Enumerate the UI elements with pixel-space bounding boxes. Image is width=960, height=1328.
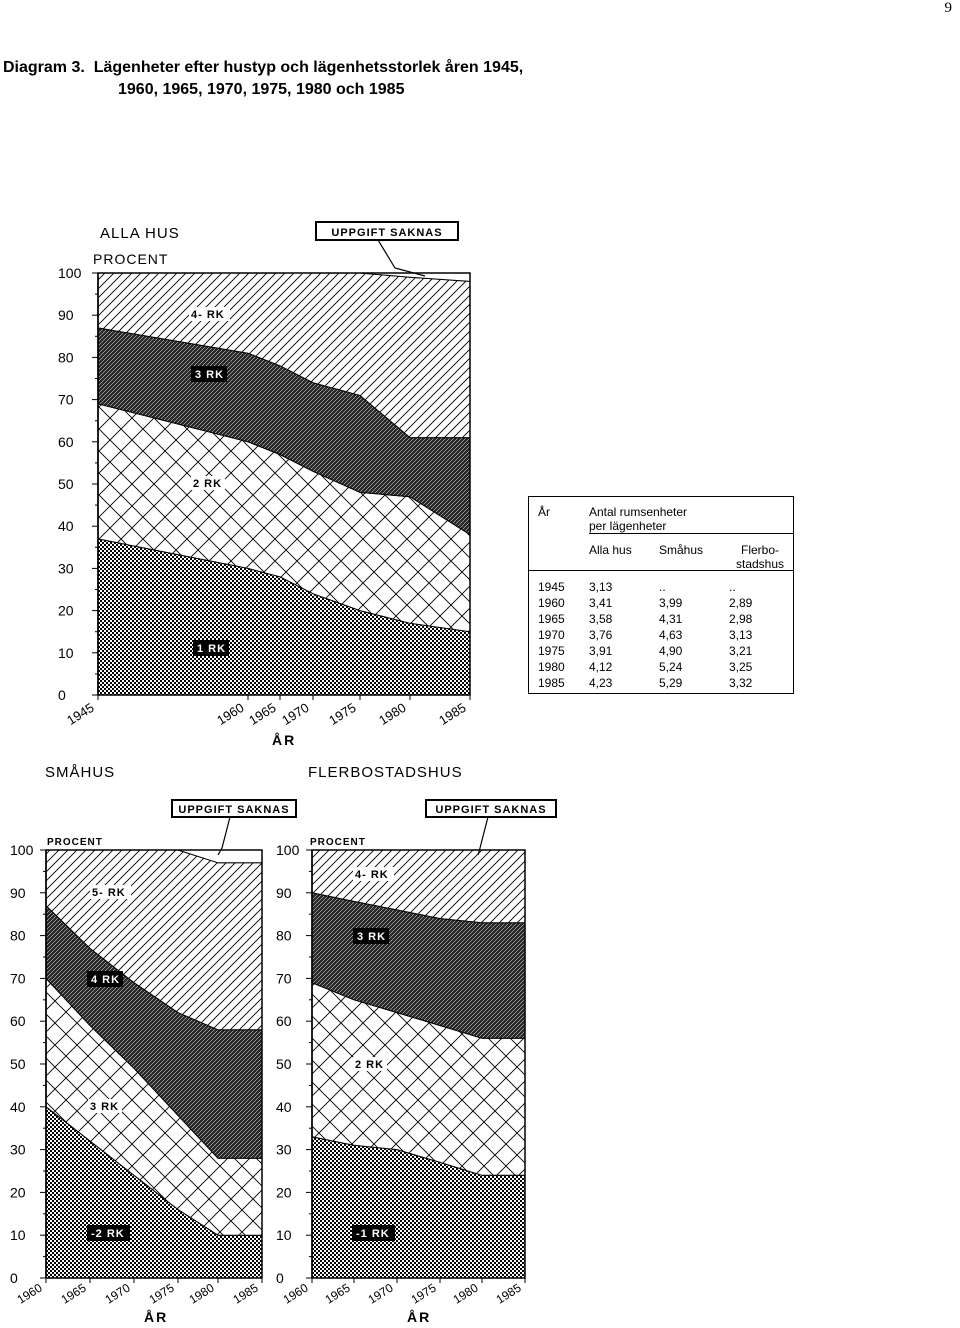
x-tick-label: 1970 — [279, 699, 312, 728]
table-cell-alla: 3,58 — [589, 612, 613, 626]
series-label: 3 RK — [90, 1101, 120, 1113]
table-row — [529, 580, 793, 596]
x-tick-label: 1985 — [230, 1280, 261, 1307]
x-tick-label: 1980 — [450, 1280, 481, 1307]
y-tick-label: 0 — [10, 1270, 18, 1286]
x-tick-label: 1975 — [326, 699, 359, 728]
y-tick-label: 80 — [276, 927, 292, 944]
table-cell-sma: .. — [659, 580, 666, 594]
table-cell-alla: 3,91 — [589, 644, 613, 658]
table-cell-sma: 4,63 — [659, 628, 683, 642]
table-cell-year: 1985 — [538, 676, 565, 690]
page-number: 9 — [944, 0, 952, 16]
table-cell-year: 1960 — [538, 596, 565, 610]
y-tick-label: 60 — [276, 1013, 292, 1030]
table-cell-sma: 4,90 — [659, 644, 683, 658]
series-label: 2 RK — [355, 1059, 385, 1071]
series-label: 4- RK — [355, 869, 389, 881]
y-tick-label: 80 — [58, 349, 74, 366]
x-tick-label: 1960 — [280, 1280, 311, 1307]
x-tick-label: 1965 — [246, 699, 279, 728]
table-cell-flerbo: 3,13 — [729, 628, 753, 642]
table-cell-sma: 4,31 — [659, 612, 683, 626]
y-tick-label: 50 — [58, 476, 74, 492]
missing-data-label: UPPGIFT SAKNAS — [435, 804, 547, 816]
x-tick-label: 1960 — [14, 1280, 45, 1307]
table-cell-sma: 5,29 — [659, 676, 683, 690]
series-label: -2 RK — [91, 1228, 125, 1240]
y-tick-label: 90 — [276, 884, 292, 901]
table-cell-alla: 4,23 — [589, 676, 613, 690]
y-tick-label: 60 — [10, 1013, 26, 1030]
table-main-header-line1: Antal rumsenheter — [589, 505, 688, 519]
series-label: 4 RK — [91, 974, 121, 986]
chart-flerbostadshus — [276, 764, 556, 1325]
table-cell-flerbo: 2,89 — [729, 596, 753, 610]
table-cell-sma: 3,99 — [659, 596, 683, 610]
y-axis-label: PROCENT — [310, 837, 366, 848]
missing-data-pointer — [378, 240, 425, 276]
y-tick-label: 20 — [58, 602, 74, 619]
table-col-flerbo-line2: stadshus — [735, 557, 785, 571]
table-cell-flerbo: 2,98 — [729, 612, 753, 626]
y-tick-label: 40 — [10, 1098, 26, 1115]
table-cell-flerbo: .. — [729, 580, 736, 594]
table-rule — [589, 533, 793, 534]
x-axis-label: ÅR — [407, 1309, 432, 1325]
chart-title: FLERBOSTADSHUS — [308, 764, 463, 781]
table-cell-year: 1980 — [538, 660, 565, 674]
table-row — [529, 596, 793, 612]
table-body — [529, 580, 793, 692]
table-cell-sma: 5,24 — [659, 660, 683, 674]
x-tick-label: 1985 — [436, 699, 469, 728]
x-tick-label: 1975 — [408, 1280, 439, 1307]
y-tick-label: 50 — [10, 1056, 26, 1072]
y-tick-label: 50 — [276, 1056, 292, 1072]
y-tick-label: 0 — [58, 687, 66, 703]
title-line1: Lägenheter efter hustyp och lägenhetsstorlek åren 1945, — [93, 59, 524, 76]
y-tick-label: 20 — [276, 1184, 292, 1201]
table-row — [529, 660, 793, 676]
y-tick-label: 20 — [10, 1184, 26, 1201]
x-tick-label: 1975 — [146, 1280, 177, 1307]
y-tick-label: 90 — [10, 884, 26, 901]
table-col-smahus: Småhus — [659, 543, 704, 557]
y-tick-label: 40 — [276, 1098, 292, 1115]
y-axis-label: PROCENT — [47, 837, 103, 848]
x-axis-label: ÅR — [272, 732, 297, 748]
missing-data-label: UPPGIFT SAKNAS — [331, 227, 443, 239]
title-label: Diagram 3. — [3, 59, 85, 76]
y-tick-label: 70 — [276, 970, 292, 987]
y-tick-label: 90 — [58, 307, 74, 324]
y-tick-label: 30 — [58, 560, 74, 577]
missing-data-label: UPPGIFT SAKNAS — [178, 804, 290, 816]
table-year-header: År — [538, 505, 550, 519]
y-tick-label: 40 — [58, 518, 74, 535]
series-label: 1 RK — [197, 643, 227, 655]
y-tick-label: 80 — [10, 927, 26, 944]
table-col-flerbostadshus — [729, 543, 791, 571]
table-cell-alla: 3,41 — [589, 596, 613, 610]
y-tick-label: 10 — [10, 1227, 26, 1244]
x-tick-label: 1965 — [322, 1280, 353, 1307]
x-tick-label: 1985 — [493, 1280, 524, 1307]
y-tick-label: 70 — [58, 391, 74, 408]
table-main-header — [589, 505, 779, 533]
series-label: 3 RK — [195, 369, 225, 381]
table-col-alla-hus: Alla hus — [589, 543, 632, 557]
series-label: -1 RK — [356, 1228, 390, 1240]
y-tick-label: 0 — [276, 1270, 284, 1286]
x-tick-label: 1965 — [58, 1280, 89, 1307]
y-tick-label: 60 — [58, 433, 74, 450]
chart-title: ALLA HUS — [100, 225, 180, 242]
chart-title: SMÅHUS — [45, 764, 116, 781]
y-tick-label: 70 — [10, 970, 26, 987]
series-label: 5- RK — [92, 887, 126, 899]
series-label: 3 RK — [357, 931, 387, 943]
table-row — [529, 644, 793, 660]
table-cell-flerbo: 3,25 — [729, 660, 753, 674]
x-tick-label: 1970 — [365, 1280, 396, 1307]
y-tick-label: 100 — [58, 265, 82, 281]
table-rule — [529, 570, 793, 571]
chart-alla-hus — [58, 222, 470, 748]
y-tick-label: 30 — [10, 1141, 26, 1158]
x-tick-label: 1970 — [102, 1280, 133, 1307]
rooms-per-apartment-table — [528, 496, 794, 694]
table-cell-flerbo: 3,32 — [729, 676, 753, 690]
table-row — [529, 676, 793, 692]
table-col-flerbo-line1: Flerbo- — [740, 543, 779, 557]
chart-smahus — [10, 764, 296, 1325]
y-tick-label: 30 — [276, 1141, 292, 1158]
table-row — [529, 628, 793, 644]
y-tick-label: 100 — [276, 842, 300, 858]
x-tick-label: 1945 — [64, 699, 97, 728]
table-cell-alla: 3,76 — [589, 628, 613, 642]
table-cell-alla: 3,13 — [589, 580, 613, 594]
x-tick-label: 1980 — [186, 1280, 217, 1307]
y-tick-label: 100 — [10, 842, 34, 858]
table-cell-year: 1945 — [538, 580, 565, 594]
table-row — [529, 612, 793, 628]
x-tick-label: 1960 — [214, 699, 247, 728]
series-label: 4- RK — [191, 309, 225, 321]
x-axis-label: ÅR — [144, 1309, 169, 1325]
table-cell-year: 1970 — [538, 628, 565, 642]
table-cell-year: 1965 — [538, 612, 565, 626]
table-cell-flerbo: 3,21 — [729, 644, 753, 658]
title-line2: 1960, 1965, 1970, 1975, 1980 och 1985 — [118, 81, 405, 98]
y-tick-label: 10 — [276, 1227, 292, 1244]
y-axis-label: PROCENT — [93, 251, 169, 267]
table-main-header-line2: per lägenheter — [589, 519, 667, 533]
x-tick-label: 1980 — [376, 699, 409, 728]
table-cell-year: 1975 — [538, 644, 565, 658]
table-cell-alla: 4,12 — [589, 660, 613, 674]
series-label: 2 RK — [193, 478, 223, 490]
y-tick-label: 10 — [58, 644, 74, 661]
